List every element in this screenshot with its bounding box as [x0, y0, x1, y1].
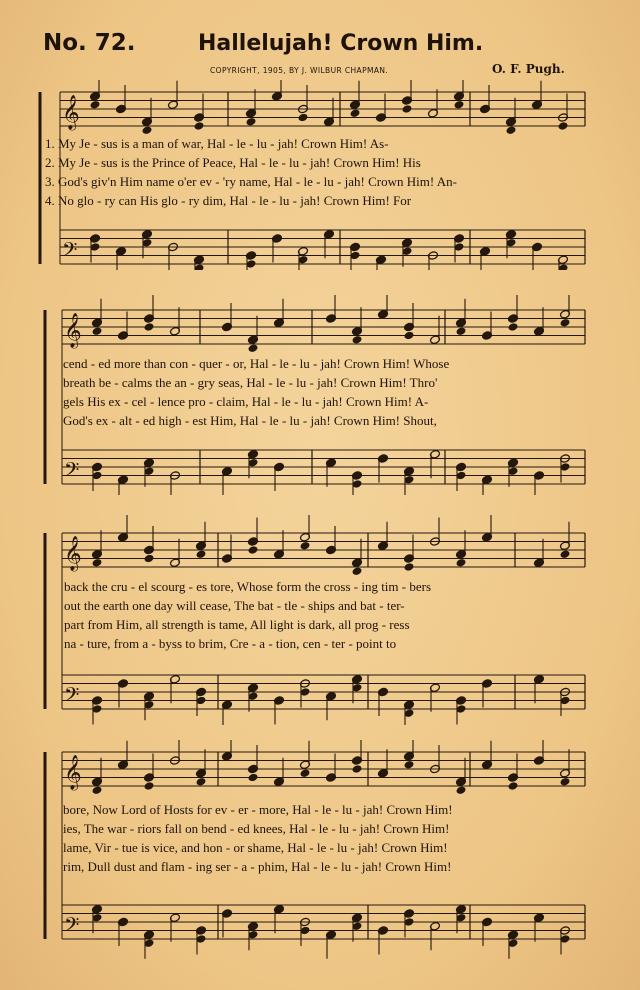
treble-clef-icon: 𝄞 [64, 755, 82, 790]
lyric-line: 1. My Je - sus is a man of war, Hal - le - lu - jah! Crown Him! As- [45, 136, 389, 151]
note-head [144, 322, 155, 332]
lyric-line: gels His ex - cel - lence pro - claim, Hal - le - lu - jah! Crown Him! A- [63, 394, 429, 409]
lyric-line: 4. No glo - ry can His glo - ry dim, Hal - le - lu - jah! Crown Him! For [45, 193, 412, 208]
note-head [350, 108, 361, 118]
lyrics-system-2 [63, 355, 623, 431]
note-head [456, 326, 467, 336]
bass-clef-icon: 𝄢 [64, 913, 80, 941]
note-head [298, 113, 309, 123]
note-head [404, 562, 415, 572]
note-head [454, 100, 465, 110]
lyric-line: 3. God's giv'n Him name o'er ev - 'ry name, Hal - le - lu - jah! Crown Him! An- [45, 174, 457, 189]
note-head [508, 322, 519, 332]
note-head [248, 343, 259, 353]
note-head [246, 117, 257, 127]
note-head [352, 566, 363, 576]
note-head [196, 549, 207, 559]
note-head [90, 100, 101, 110]
lyrics-system-4 [63, 801, 623, 877]
bass-clef-icon: 𝄢 [64, 683, 80, 711]
lyrics-system-3 [64, 578, 624, 654]
note-head [194, 121, 205, 131]
note-head [300, 768, 311, 778]
note-head [560, 318, 571, 328]
lyric-line: 2. My Je - sus is the Prince of Peace, Hal - le - lu - jah! Crown Him! His [45, 155, 421, 170]
note-head [402, 104, 413, 114]
note-head [558, 121, 569, 131]
treble-clef-icon: 𝄞 [64, 536, 82, 571]
note-head [92, 558, 103, 568]
lyric-line: cend - ed more than con - quer - or, Hal - le - lu - jah! Crown Him! Whose [63, 356, 450, 371]
note-head [506, 125, 517, 135]
lyric-line: out the earth one day will cease, The bat - tle - ships and bat - ter- [64, 598, 405, 613]
lyric-line: part from Him, all strength is tame, All light is dark, all prog - ress [64, 617, 410, 632]
treble-clef-icon: 𝄞 [62, 95, 80, 130]
lyric-line: bore, Now Lord of Hosts for ev - er - more, Hal - le - lu - jah! Crown Him! [63, 802, 453, 817]
note-head [560, 549, 571, 559]
note-head [508, 781, 519, 791]
composer-credit: O. F. Pugh. [492, 62, 565, 76]
lyric-line: God's ex - alt - ed high - est Him, Hal - le - lu - jah! Crown Him! Shout, [63, 413, 437, 428]
lyric-line: lame, Vir - tue is vice, and hon - or shame, Hal - le - lu - jah! Crown Him! [63, 840, 448, 855]
bass-clef-icon: 𝄢 [64, 458, 80, 486]
note-head [352, 335, 363, 345]
note-head [560, 777, 571, 787]
lyrics-system-1 [45, 135, 605, 211]
note-head [456, 785, 467, 795]
hymn-number: No. 72. [43, 30, 136, 56]
bass-clef-icon: 𝄢 [62, 238, 78, 266]
lyric-line: breath be - calms the an - gry seas, Hal - le - lu - jah! Crown Him! Thro' [63, 375, 438, 390]
treble-clef-icon: 𝄞 [64, 313, 82, 348]
note-head [144, 781, 155, 791]
note-head [456, 558, 467, 568]
lyric-line: ies, The war - riors fall on bend - ed knees, Hal - le - lu - jah! Crown Him! [63, 821, 450, 836]
lyric-line: back the cru - el scourg - es tore, Whose form the cross - ing tim - bers [64, 579, 432, 594]
hymn-title: Hallelujah! Crown Him. [198, 31, 484, 56]
copyright-notice: COPYRIGHT, 1905, BY J. WILBUR CHAPMAN. [210, 66, 389, 75]
note-head [92, 326, 103, 336]
note-head [142, 125, 153, 135]
note-head [196, 777, 207, 787]
note-head [144, 554, 155, 564]
lyric-line: rim, Dull dust and flam - ing ser - a - phim, Hal - le - lu - jah! Crown Him! [63, 859, 452, 874]
note-head [404, 760, 415, 770]
note-head [300, 541, 311, 551]
note-head [404, 331, 415, 341]
note-head [352, 764, 363, 774]
lyric-line: na - ture, from a - byss to brim, Cre - a - tion, cen - ter - point to [64, 636, 397, 651]
note-head [248, 773, 259, 783]
note-head [92, 785, 103, 795]
note-head [248, 545, 259, 555]
